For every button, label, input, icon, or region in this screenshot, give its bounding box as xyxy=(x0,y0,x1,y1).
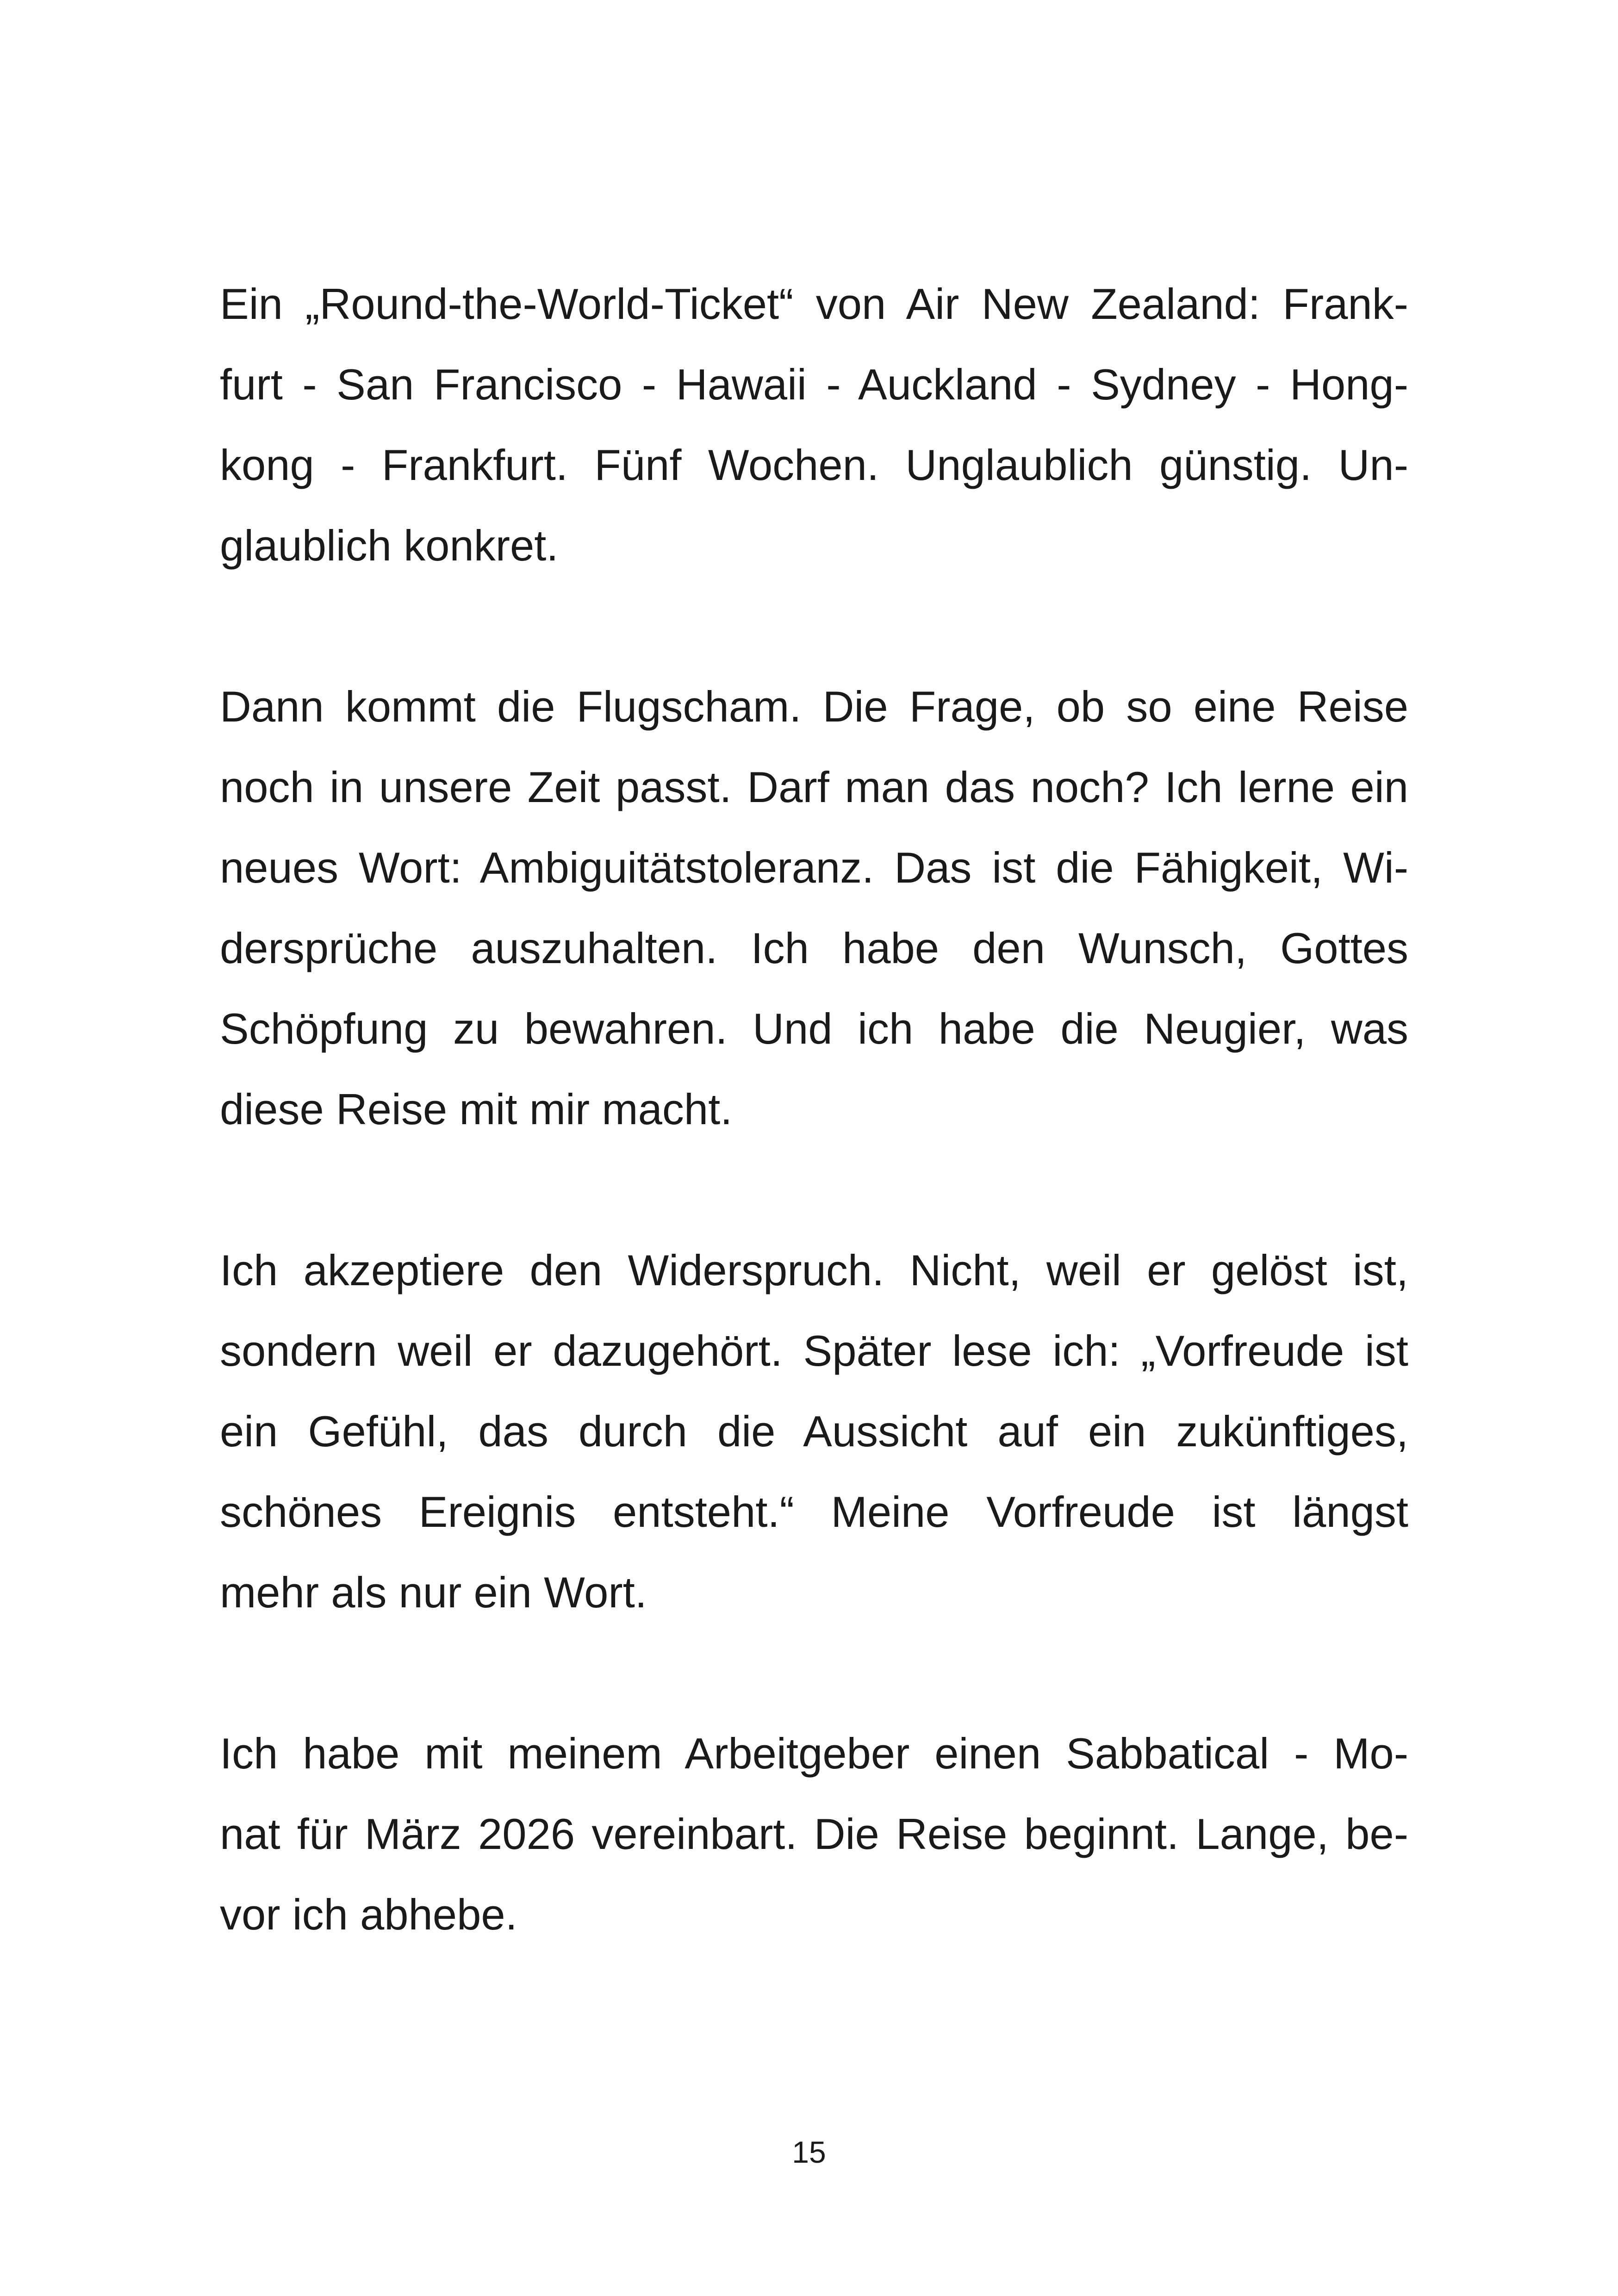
paragraph-1 xyxy=(220,264,1408,586)
text-line: dersprüche auszuhalten. Ich habe den Wunsch, Gottes xyxy=(220,924,1408,972)
paragraph-2 xyxy=(220,666,1408,1150)
text-line: sondern weil er dazugehört. Später lese ich: „Vorfreude ist xyxy=(220,1326,1408,1375)
text-line: mehr als nur ein Wort. xyxy=(220,1568,647,1617)
paragraph-3 xyxy=(220,1230,1408,1633)
text-line: ein Gefühl, das durch die Aussicht auf ein zukünftiges, xyxy=(220,1407,1408,1456)
text-line: diese Reise mit mir macht. xyxy=(220,1085,733,1133)
text-line: furt - San Francisco - Hawaii - Auckland - Sydney - Hong- xyxy=(220,360,1408,409)
text-line: vor ich abhebe. xyxy=(220,1890,517,1939)
text-line: Ich habe mit meinem Arbeitgeber einen Sabbatical - Mo- xyxy=(220,1729,1408,1778)
text-line: nat für März 2026 vereinbart. Die Reise beginnt. Lange, be- xyxy=(220,1810,1408,1858)
text-line: schönes Ereignis entsteht.“ Meine Vorfreude ist längst xyxy=(220,1487,1408,1536)
text-line: noch in unsere Zeit passt. Darf man das noch? Ich lerne ein xyxy=(220,763,1408,811)
body-text xyxy=(220,264,1408,1955)
paragraph-gap xyxy=(220,586,1408,666)
text-line: neues Wort: Ambiguitätstoleranz. Das ist die Fähigkeit, Wi- xyxy=(220,843,1408,892)
text-line: kong - Frankfurt. Fünf Wochen. Unglaublich günstig. Un- xyxy=(220,441,1408,489)
text-line: Dann kommt die Flugscham. Die Frage, ob so eine Reise xyxy=(220,682,1408,731)
paragraph-gap xyxy=(220,1150,1408,1230)
text-line: Ich akzeptiere den Widerspruch. Nicht, weil er gelöst ist, xyxy=(220,1246,1408,1294)
paragraph-4 xyxy=(220,1713,1408,1955)
page-number: 15 xyxy=(792,2135,826,2169)
text-line: Ein „Round-the-World-Ticket“ von Air New Zealand: Frank- xyxy=(220,280,1408,328)
text-line: Schöpfung zu bewahren. Und ich habe die Neugier, was xyxy=(220,1004,1408,1053)
paragraph-gap xyxy=(220,1633,1408,1713)
text-line: glaublich konkret. xyxy=(220,521,559,570)
